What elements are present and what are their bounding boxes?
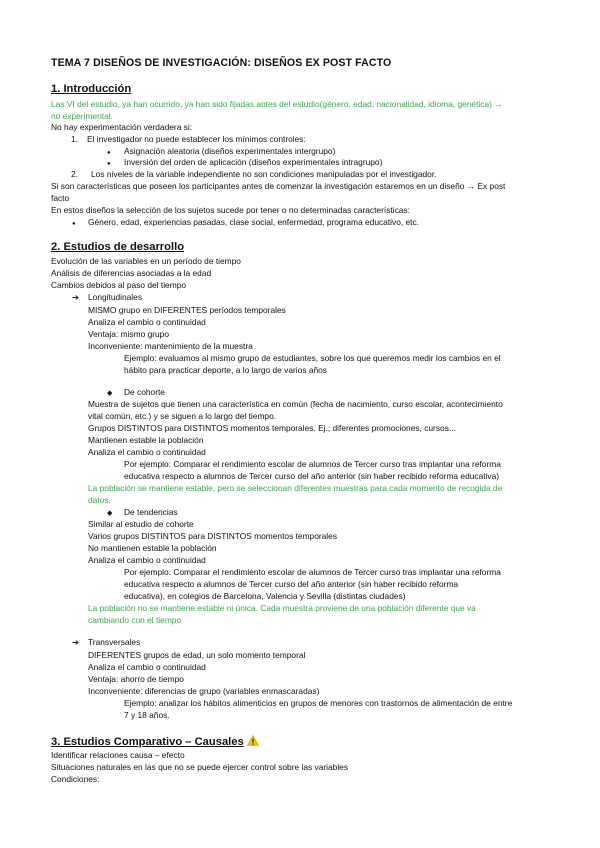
comparative-line-1: Identificar relaciones causa – efecto (51, 750, 185, 760)
list-number-2: 2. (71, 169, 78, 179)
longitudinal-line-4: Inconveniente: mantenimiento de la muestra (88, 341, 253, 351)
arrow-bullet-icon: ➔ (72, 637, 80, 647)
longitudinal-example-2: hábito para practicar deporte, a lo largo de varios años (124, 365, 327, 375)
trend-line-1: Similar al estudio de cohorte (88, 519, 194, 529)
cohort-note-2: datos. (88, 495, 111, 505)
dev-line-3: Cambios debidos al paso del tiempo (51, 280, 187, 290)
longitudinal-line-3: Ventaja: mismo grupo (88, 329, 170, 339)
selection-item: Género, edad, experiencias pasadas, clase social, enfermedad, programa educativo, etc. (88, 217, 420, 227)
bullet-dot-icon: ● (72, 221, 76, 227)
cohort-example-1: Por ejemplo: Comparar el rendimiento escolar de alumnos de Tercer curso tras implantar una reforma (124, 459, 501, 469)
trend-label: De tendencias (124, 507, 178, 517)
no-experimentation-text: No hay experimentación verdadera si: (51, 122, 193, 132)
cohort-line-2: vital común, etc.) y se siguen a lo largo del tiempo. (88, 411, 277, 421)
transversal-label: Transversales (88, 637, 141, 647)
cohort-line-3: Grupos DISTINTOS para DISTINTOS momentos temporales. Ej.; diferentes promociones, cursos... (88, 423, 456, 433)
longitudinal-line-1: MISMO grupo en DIFERENTES períodos temporales (88, 305, 286, 315)
cohort-label: De cohorte (124, 387, 165, 397)
section-3-heading-row (51, 735, 259, 749)
dev-line-1: Evolución de las variables en un período de tiempo (51, 256, 241, 266)
trend-example-3: educativa), en colegios de Barcelona, Valencia y Sevilla (distintas ciudades) (124, 591, 406, 601)
diamond-bullet-icon: ◆ (107, 390, 113, 397)
section-2-heading: 2. Estudios de desarrollo (51, 241, 185, 253)
bullet-dot-icon: ● (107, 150, 111, 156)
characteristics-line-1: Si son características que poseen los participantes antes de comenzar la investigación estaremos en un diseño → Ex post (51, 181, 506, 191)
diamond-bullet-icon: ◆ (107, 510, 113, 517)
trend-note-1: La población no se mantiene estable ni única. Cada muestra proviene de una población diferente que va (88, 603, 476, 613)
longitudinal-example-1: Ejemplo: evaluamos al mismo grupo de estudiantes, sobre los que queremos medir los cambios en el (124, 353, 501, 363)
transversal-line-2: Analiza el cambio o continuidad (88, 662, 206, 672)
cohort-note-1: La población se mantiene estable, pero se seleccionan diferentes muestras para cada momento de recogida de (88, 483, 503, 493)
transversal-example-1: Ejemplo: analizar los hábitos alimenticios en grupos de menores con trastornos de alimentación de entre (124, 698, 513, 708)
cohort-line-5: Analiza el cambio o continuidad (88, 447, 206, 457)
selection-text: En estos diseños la selección de los sujetos sucede por tener o no determinadas características: (51, 205, 410, 215)
list-number-1: 1. (71, 134, 78, 144)
longitudinal-line-2: Analiza el cambio o continuidad (88, 317, 206, 327)
transversal-line-1: DIFERENTES grupos de edad, un solo momento temporal (88, 650, 306, 660)
list-item-2: Los niveles de la variable independiente no son condiciones manipuladas por el investigador. (91, 169, 437, 179)
vi-text-line-1: Las VI del estudio, ya han ocurrido, ya han sido fijadas antes del estudio(género, edad, nacionalidad, idioma, genética) → (51, 99, 503, 109)
comparative-line-2: Situaciones naturales en las que no se puede ejercer control sobre las variables (51, 762, 349, 772)
cohort-line-1: Muestra de sujetos que tienen una característica en común (fecha de nacimiento, curso escolar, acontecimiento (88, 399, 503, 409)
arrow-bullet-icon: ➔ (72, 292, 80, 302)
trend-line-3: No mantienen estable la población (88, 543, 217, 553)
trend-line-4: Analiza el cambio o continuidad (88, 555, 206, 565)
dev-line-2: Análisis de diferencias asociadas a la edad (51, 268, 212, 278)
trend-line-2: Varios grupos DISTINTOS para DISTINTOS momentos temporales (88, 531, 338, 541)
transversal-line-4: Inconveniente: diferencias de grupo (variables enmascaradas) (88, 686, 320, 696)
characteristics-line-2: facto (51, 193, 70, 203)
transversal-example-2: 7 y 18 años. (124, 710, 170, 720)
transversal-line-3: Ventaja: ahorro de tiempo (88, 674, 184, 684)
document-title: TEMA 7 DISEÑOS DE INVESTIGACIÓN: DISEÑOS EX POST FACTO (51, 57, 392, 69)
sub-item-2: Inversión del orden de aplicación (diseños experimentales intragrupo) (124, 157, 383, 167)
list-item-1: El investigador no puede establecer los mínimos controles: (87, 134, 306, 144)
trend-note-2: cambiando con el tiempo (88, 615, 182, 625)
longitudinal-label: Longitudinales (88, 292, 143, 302)
trend-example-1: Por ejemplo: Comparar el rendimiento escolar de alumnos de Tercer curso tras implantar una reforma (124, 567, 501, 577)
trend-example-2: educativa respecto a alumnos de Tercer curso del año anterior (sin haber recibido reforma (124, 579, 459, 589)
cohort-line-4: Mantienen estable la población (88, 435, 204, 445)
comparative-line-3: Condiciones: (51, 774, 100, 784)
vi-text-line-2: no experimental. (51, 111, 113, 121)
section-1-heading: 1. Introducción (51, 83, 132, 95)
cohort-example-2: educativa respecto a alumnos de Tercer curso del año anterior (sin haber recibido reforma educativa) (124, 471, 500, 481)
sub-item-1: Asignación aleatoria (diseños experimentales intergrupo) (124, 146, 336, 156)
section-3-heading: 3. Estudios Comparativo – Causales (51, 736, 244, 748)
warning-icon (247, 735, 259, 749)
bullet-dot-icon: ● (107, 161, 111, 167)
